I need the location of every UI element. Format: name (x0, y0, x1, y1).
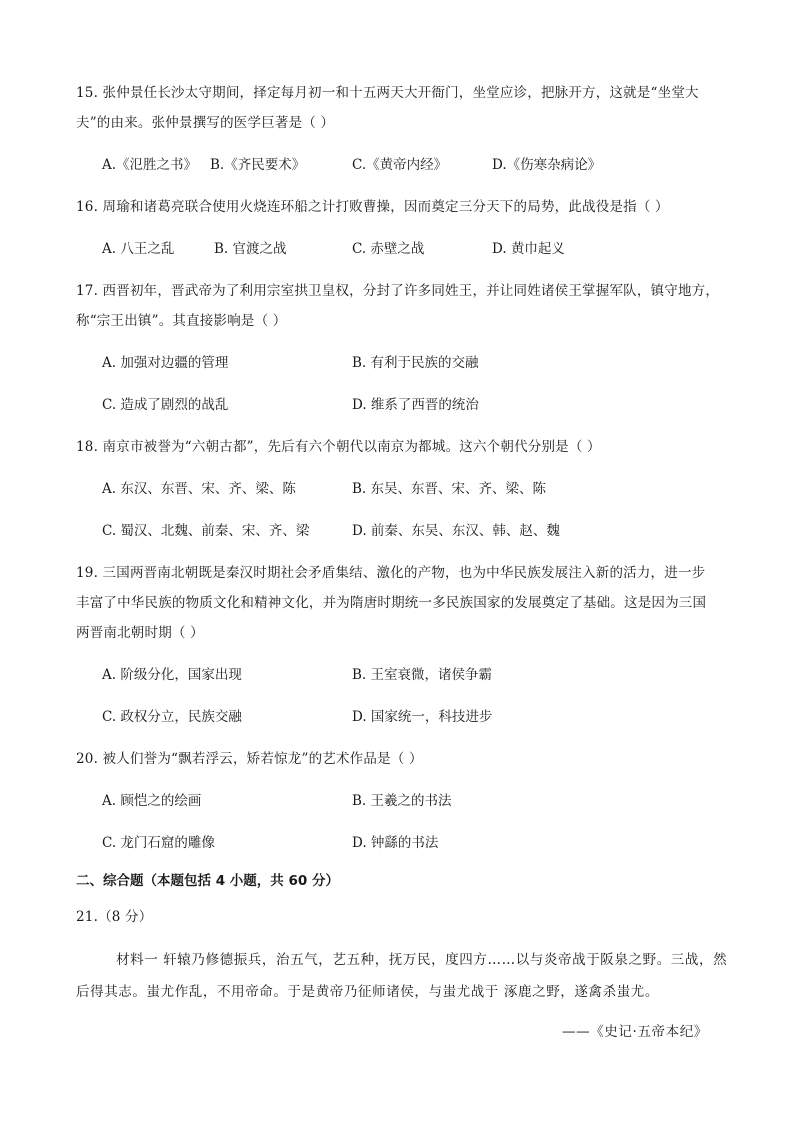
question-15-option-a: A.《氾胜之书》 (102, 157, 198, 173)
question-19-option-b: B. 王室衰微，诸侯争霸 (352, 667, 493, 683)
question-15-option-c: C.《黄帝内经》 (352, 157, 448, 173)
question-15-text: 15. 张仲景任长沙太守期间，择定每月初一和十五两天大开衙门，坐堂应诊，把脉开方，这就是“坐堂大 (76, 85, 699, 101)
question-18-option-c: C. 蜀汉、北魏、前秦、宋、齐、梁 (102, 523, 310, 539)
question-15-text-cont: 夫”的由来。张仲景撰写的医学巨著是（ ） (76, 115, 335, 131)
question-17-option-a: A. 加强对边疆的管理 (102, 355, 229, 371)
question-19-option-d: D. 国家统一，科技进步 (352, 709, 493, 725)
question-18-text: 18. 南京市被誉为“六朝古都”，先后有六个朝代以南京为都城。这六个朝代分别是（ ） (76, 439, 601, 455)
question-19-text: 19. 三国两晋南北朝既是秦汉时期社会矛盾集结、激化的产物，也为中华民族发展注入新的活力，进一步 (76, 565, 706, 581)
question-15-option-d: D.《伤寒杂病论》 (492, 157, 602, 173)
question-18-option-b: B. 东吴、东晋、宋、齐、梁、陈 (352, 481, 547, 497)
question-16-option-b: B. 官渡之战 (214, 241, 287, 257)
question-16-option-d: D. 黄巾起义 (492, 241, 565, 257)
question-16-text: 16. 周瑜和诸葛亮联合使用火烧连环船之计打败曹操，因而奠定三分天下的局势，此战役是指（ ） (76, 199, 669, 215)
question-16-option-c: C. 赤壁之战 (352, 241, 425, 257)
question-19-text-cont: 丰富了中华民族的物质文化和精神文化，并为隋唐时期统一多民族国家的发展奠定了基础。这是因为三国 (76, 595, 707, 611)
question-20-option-a: A. 顾恺之的绘画 (102, 793, 202, 809)
material-one-text-cont: 后得其志。蚩尤作乱，不用帝命。于是黄帝乃征师诸侯，与蚩尤战于 涿鹿之野，遂禽杀蚩尤。 (76, 984, 659, 1000)
question-20-option-b: B. 王羲之的书法 (352, 793, 452, 809)
question-16-option-a: A. 八王之乱 (102, 241, 175, 257)
question-17-option-d: D. 维系了西晋的统治 (352, 397, 479, 413)
question-19-option-a: A. 阶级分化，国家出现 (102, 667, 242, 683)
material-source: ——《史记·五帝本纪》 (562, 1024, 708, 1040)
question-19-text-cont2: 两晋南北朝时期（ ） (76, 625, 204, 641)
section-heading: 二、综合题（本题包括 4 小题，共 60 分） (76, 873, 339, 889)
question-18-option-a: A. 东汉、东晋、宋、齐、梁、陈 (102, 481, 296, 497)
question-18-option-d: D. 前秦、东吴、东汉、韩、赵、魏 (352, 523, 560, 539)
question-20-option-d: D. 钟繇的书法 (352, 835, 439, 851)
question-15-option-b: B.《齐民要术》 (210, 157, 306, 173)
question-17-option-b: B. 有利于民族的交融 (352, 355, 479, 371)
question-20-text: 20. 被人们誉为“飘若浮云，矫若惊龙”的艺术作品是（ ） (76, 751, 423, 767)
question-21-header: 21.（8 分） (76, 909, 153, 925)
question-17-option-c: C. 造成了剧烈的战乱 (102, 397, 229, 413)
question-20-option-c: C. 龙门石窟的雕像 (102, 835, 215, 851)
question-17-text-cont: 称“宗王出镇”。其直接影响是（ ） (76, 313, 287, 329)
material-one-text: 材料一 轩辕乃修德振兵，治五气，艺五种，抚万民，度四方……以与炎帝战于阪泉之野。三战，然 (116, 952, 728, 968)
question-17-text: 17. 西晋初年，晋武帝为了利用宗室拱卫皇权，分封了许多同姓王，并让同姓诸侯王掌握军队，镇守地方， (76, 283, 720, 299)
question-19-option-c: C. 政权分立，民族交融 (102, 709, 242, 725)
